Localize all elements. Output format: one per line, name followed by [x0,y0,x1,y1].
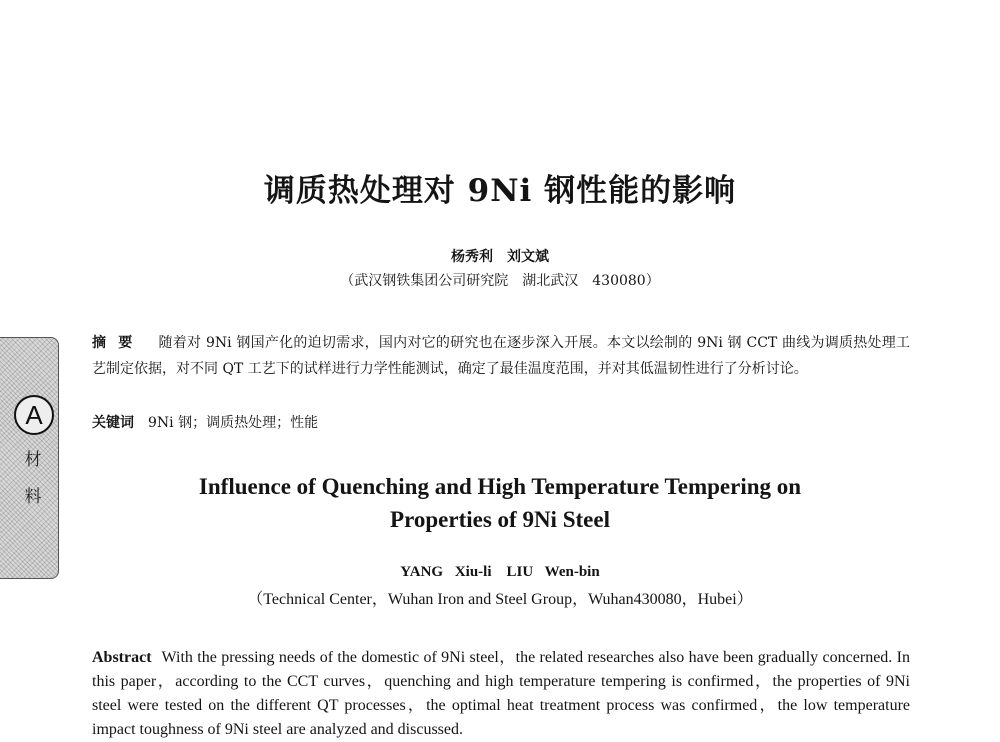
chinese-keywords-label: 关键词 [92,415,134,431]
english-authors: YANG Xiu-li LIU Wen-bin [400,564,600,580]
english-abstract-text: With the pressing needs of the domestic of 9Ni steel，the related researches also have been gradually concerned. In this paper，according to the CCT curves，quenching and high temperature tempering is confirmed，the properties of 9Ni steel were tested on the different QT processes，the optimal heat treatment process was confirmed，the low temperature impact toughness of 9Ni steel are analyzed and discussed. [92,649,911,738]
chinese-authors: 杨秀利 刘文斌 [451,249,549,265]
chinese-abstract-label: 摘要 [92,335,145,351]
chinese-affiliation: （武汉钢铁集团公司研究院 湖北武汉 430080） [340,273,660,289]
chinese-title: 调质热处理对 9Ni 钢性能的影响 [263,173,737,209]
english-abstract [92,646,910,742]
english-affiliation: （Technical Center，Wuhan Iron and Steel Group，Wuhan430080，Hubei） [247,591,753,608]
section-char-1: 材 [24,450,42,470]
chinese-keywords [92,410,910,436]
chinese-abstract [92,330,910,382]
english-title-line-1: Influence of Quenching and High Temperature Tempering on [198,474,802,499]
section-letter-badge: A [14,395,54,435]
chinese-abstract-text: 随着对 9Ni 钢国产化的迫切需求，国内对它的研究也在逐步深入开展。本文以绘制的 9Ni 钢 CCT 曲线为调质热处理工艺制定依据，对不同 QT 工艺下的试样进行力学性能测试，确定了最佳温度范围，并对其低温韧性进行了分析讨论。 [92,335,911,377]
section-char-2: 料 [24,487,42,507]
english-title [0,470,1000,536]
english-abstract-label: Abstract [92,649,152,666]
chinese-keywords-text: 9Ni 钢；调质热处理；性能 [148,415,319,431]
english-title-line-2: Properties of 9Ni Steel [390,507,610,532]
